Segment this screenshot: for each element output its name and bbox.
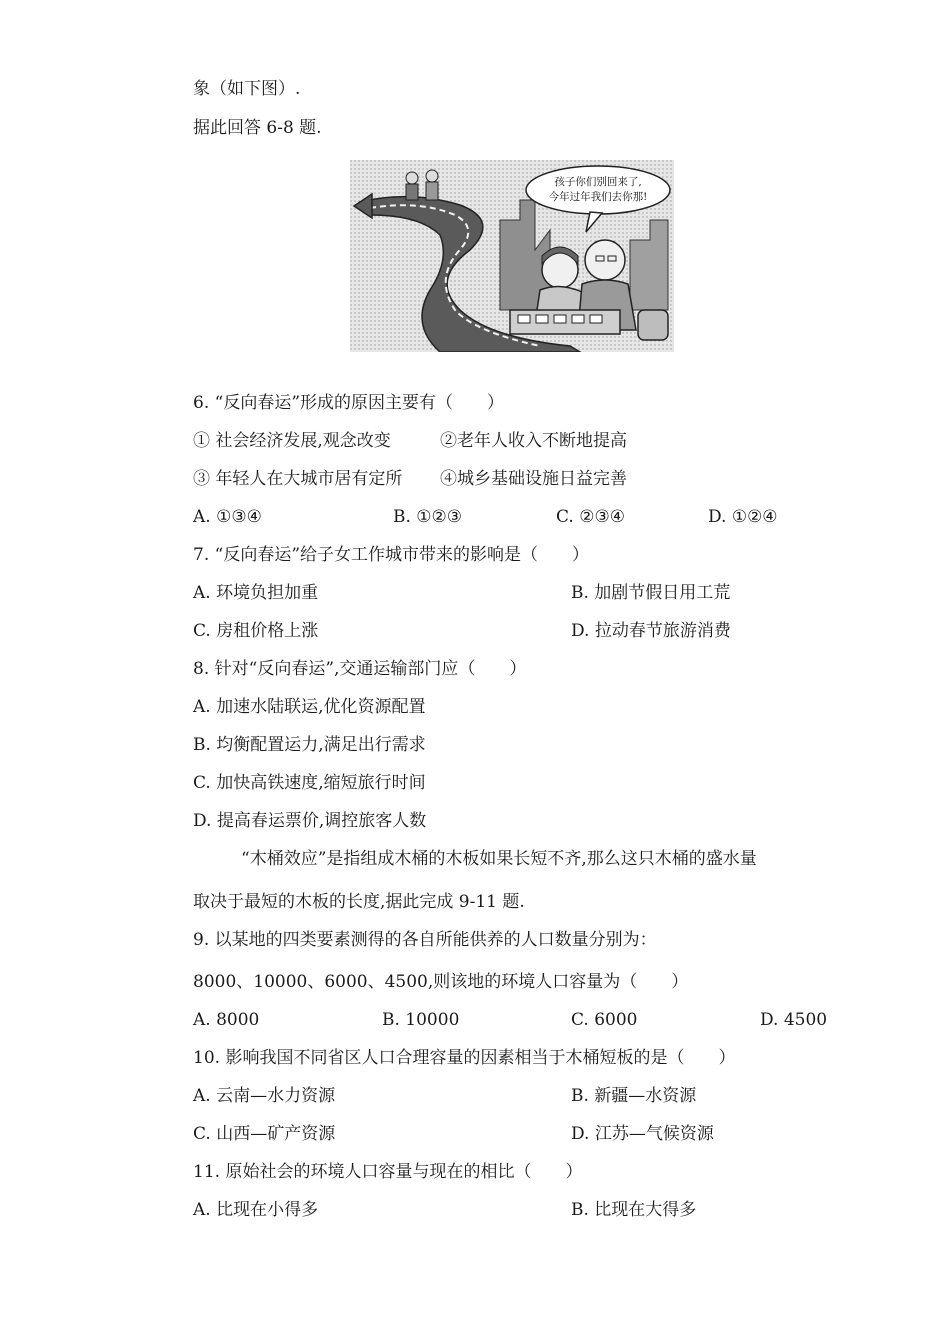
q6-statement-4: ④城乡基础设施日益完善 [440, 469, 627, 489]
passage-line-1: “木桶效应”是指组成木桶的木板如果长短不齐,那么这只木桶的盛水量 [241, 849, 757, 869]
q11-stem: 11. 原始社会的环境人口容量与现在的相比（ ） [193, 1162, 583, 1182]
q10-option-b: B. 新疆—水资源 [571, 1086, 697, 1106]
q6-option-c: C. ②③④ [556, 507, 625, 527]
speech-text-line-2: 今年过年我们去你那! [548, 191, 648, 203]
q6-option-a: A. ①③④ [193, 507, 262, 527]
q11-option-b: B. 比现在大得多 [571, 1200, 697, 1220]
intro-line-1: 象（如下图）. [193, 79, 301, 99]
q9-option-c: C. 6000 [571, 1010, 638, 1030]
q6-statement-2: ②老年人收入不断地提高 [440, 431, 627, 451]
q9-option-a: A. 8000 [193, 1010, 260, 1030]
q7-option-b: B. 加剧节假日用工荒 [571, 583, 731, 603]
q10-option-d: D. 江苏—气候资源 [571, 1124, 714, 1144]
q9-option-b: B. 10000 [382, 1010, 460, 1030]
q10-option-a: A. 云南—水力资源 [193, 1086, 336, 1106]
q8-option-b: B. 均衡配置运力,满足出行需求 [193, 735, 426, 755]
q10-option-c: C. 山西—矿产资源 [193, 1124, 336, 1144]
intro-line-2: 据此回答 6-8 题. [193, 118, 322, 138]
q9-stem: 9. 以某地的四类要素测得的各自所能供养的人口数量分别为： [193, 930, 657, 950]
passage-line-2: 取决于最短的木板的长度,据此完成 9-11 题. [193, 892, 525, 912]
q10-stem: 10. 影响我国不同省区人口合理容量的因素相当于木桶短板的是（ ） [193, 1048, 736, 1068]
q7-option-a: A. 环境负担加重 [193, 583, 319, 603]
q6-option-b: B. ①②③ [393, 507, 463, 527]
q7-stem: 7. “反向春运”给子女工作城市带来的影响是（ ） [193, 545, 590, 565]
q7-option-d: D. 拉动春节旅游消费 [571, 621, 731, 641]
q6-statement-3: ③ 年轻人在大城市居有定所 [193, 469, 403, 489]
q8-option-a: A. 加速水陆联运,优化资源配置 [193, 697, 426, 717]
q6-stem: 6. “反向春运”形成的原因主要有（ ） [193, 393, 505, 413]
q9-stem-continued: 8000、10000、6000、4500,则该地的环境人口容量为（ ） [193, 972, 689, 992]
q6-statement-1: ① 社会经济发展,观念改变 [193, 431, 391, 451]
q8-option-d: D. 提高春运票价,调控旅客人数 [193, 811, 427, 831]
q7-option-c: C. 房租价格上涨 [193, 621, 319, 641]
q11-option-a: A. 比现在小得多 [193, 1200, 319, 1220]
q9-option-d: D. 4500 [760, 1010, 828, 1030]
q6-option-d: D. ①②④ [708, 507, 778, 527]
q8-option-c: C. 加快高铁速度,缩短旅行时间 [193, 773, 426, 793]
q8-stem: 8. 针对“反向春运”,交通运输部门应（ ） [193, 659, 527, 679]
reverse-spring-travel-cartoon [350, 160, 674, 352]
speech-text-line-1: 孩子你们别回来了, [554, 176, 642, 188]
